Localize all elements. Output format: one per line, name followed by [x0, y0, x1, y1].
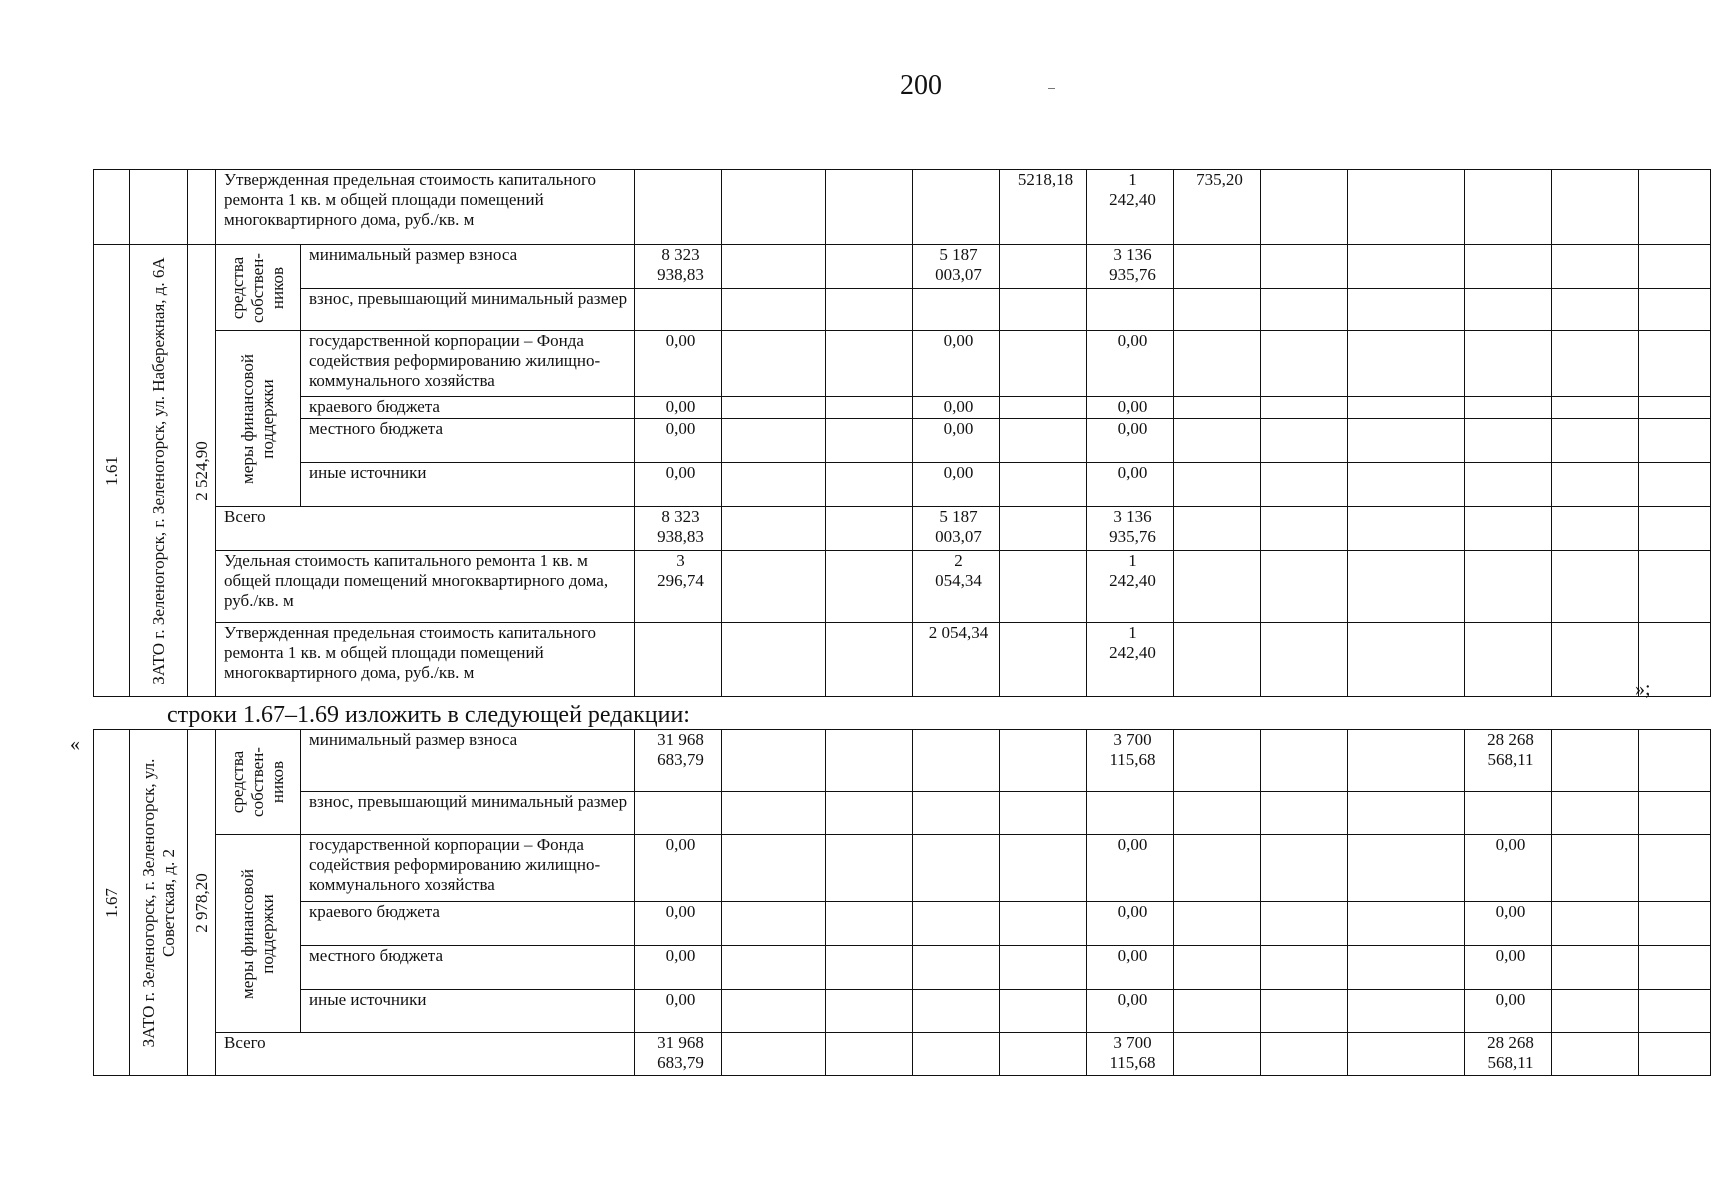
row-label: Всего	[216, 1033, 635, 1076]
value-cell: 0,00	[635, 397, 722, 419]
table-row	[94, 1033, 1711, 1076]
value-cell	[1552, 623, 1639, 697]
group-owners-cell	[216, 730, 301, 835]
value-cell: 0,00	[635, 946, 722, 990]
page-number: 200	[900, 70, 942, 101]
group-owners: средства собствен-ников	[228, 747, 287, 817]
table-row	[94, 902, 1711, 946]
row-label: минимальный размер взноса	[301, 245, 635, 289]
area: 2 978,20	[191, 872, 211, 933]
table-row	[94, 419, 1711, 463]
value-cell	[913, 289, 1000, 331]
value-cell	[635, 623, 722, 697]
table-row	[94, 990, 1711, 1033]
value-cell: 0,00	[1087, 463, 1174, 507]
value-cell	[1000, 331, 1087, 397]
table-row	[94, 397, 1711, 419]
value-cell	[1000, 507, 1087, 551]
value-cell	[826, 902, 913, 946]
value-cell: 0,00	[1465, 946, 1552, 990]
value-cell: 0,00	[1087, 902, 1174, 946]
value-cell	[722, 1033, 826, 1076]
value-cell	[1639, 419, 1711, 463]
value-cell	[1000, 397, 1087, 419]
value-cell	[1000, 835, 1087, 902]
value-cell	[913, 990, 1000, 1033]
value-cell	[1174, 623, 1261, 697]
value-cell	[1348, 623, 1465, 697]
row-number: 1.67	[101, 887, 121, 918]
value-cell: 3 136 935,76	[1087, 507, 1174, 551]
value-cell	[1639, 551, 1711, 623]
table-row	[94, 331, 1711, 397]
value-cell	[722, 730, 826, 792]
row-label: иные источники	[301, 990, 635, 1033]
value-cell	[1000, 623, 1087, 697]
value-cell	[1261, 730, 1348, 792]
row-label: местного бюджета	[301, 946, 635, 990]
row-label: Удельная стоимость капитального ремонта 1 кв. м общей площади помещений многоквартирного дома, руб./кв. м	[216, 551, 635, 623]
value-cell	[1639, 463, 1711, 507]
value-cell	[1348, 397, 1465, 419]
value-cell: 1 242,40	[1087, 170, 1174, 245]
value-cell: 0,00	[635, 463, 722, 507]
value-cell: 0,00	[1087, 397, 1174, 419]
value-cell	[1552, 946, 1639, 990]
empty-cell	[130, 170, 188, 245]
value-cell: 0,00	[635, 419, 722, 463]
value-cell	[1552, 1033, 1639, 1076]
value-cell	[1552, 835, 1639, 902]
value-cell	[1639, 946, 1711, 990]
value-cell	[1261, 463, 1348, 507]
value-cell	[722, 990, 826, 1033]
value-cell	[826, 419, 913, 463]
value-cell	[826, 946, 913, 990]
address: ЗАТО г. Зеленогорск, г. Зеленогорск, ул. Советская, д. 2	[138, 758, 178, 1047]
value-cell	[1552, 289, 1639, 331]
table-row	[94, 730, 1711, 792]
value-cell	[1087, 792, 1174, 835]
table-row	[94, 835, 1711, 902]
value-cell	[1639, 289, 1711, 331]
value-cell	[1465, 331, 1552, 397]
value-cell: 3 700 115,68	[1087, 1033, 1174, 1076]
value-cell: 5 187 003,07	[913, 507, 1000, 551]
value-cell	[722, 623, 826, 697]
value-cell	[1348, 946, 1465, 990]
row-label: минимальный размер взноса	[301, 730, 635, 792]
table-row	[94, 792, 1711, 835]
value-cell	[722, 792, 826, 835]
area-cell	[188, 730, 216, 1076]
table-row	[94, 551, 1711, 623]
row-label: Утвержденная предельная стоимость капитального ремонта 1 кв. м общей площади помещений многоквартирного дома, руб./кв. м	[216, 623, 635, 697]
row-label: государственной корпорации – Фонда содействия реформированию жилищно-коммунального хозяйства	[301, 835, 635, 902]
group-owners-cell	[216, 245, 301, 331]
value-cell	[1261, 331, 1348, 397]
value-cell	[1639, 990, 1711, 1033]
row-number-cell	[94, 245, 130, 697]
empty-cell	[94, 170, 130, 245]
value-cell	[1174, 289, 1261, 331]
value-cell	[1348, 551, 1465, 623]
area: 2 524,90	[191, 440, 211, 501]
table-row	[94, 463, 1711, 507]
group-support-cell	[216, 835, 301, 1033]
value-cell	[1552, 902, 1639, 946]
value-cell	[1261, 419, 1348, 463]
address-cell	[130, 245, 188, 697]
value-cell: 28 268 568,11	[1465, 730, 1552, 792]
value-cell	[1261, 792, 1348, 835]
value-cell	[1639, 792, 1711, 835]
value-cell	[1261, 507, 1348, 551]
value-cell: 3 296,74	[635, 551, 722, 623]
value-cell	[1000, 946, 1087, 990]
value-cell	[1552, 463, 1639, 507]
value-cell	[1465, 463, 1552, 507]
value-cell	[1639, 835, 1711, 902]
value-cell	[1174, 990, 1261, 1033]
value-cell	[826, 397, 913, 419]
value-cell	[913, 1033, 1000, 1076]
value-cell	[722, 331, 826, 397]
row-number-cell	[94, 730, 130, 1076]
row-label: взнос, превышающий минимальный размер	[301, 792, 635, 835]
value-cell: 0,00	[913, 419, 1000, 463]
table-row	[94, 289, 1711, 331]
address-cell	[130, 730, 188, 1076]
value-cell	[1465, 623, 1552, 697]
group-owners: средства собствен-ников	[228, 252, 287, 323]
value-cell	[826, 551, 913, 623]
value-cell	[913, 946, 1000, 990]
value-cell	[1174, 1033, 1261, 1076]
row-number: 1.61	[101, 455, 121, 486]
table-row	[94, 623, 1711, 697]
value-cell	[1552, 551, 1639, 623]
address: ЗАТО г. Зеленогорск, г. Зеленогорск, ул. Набережная, д. 6А	[148, 256, 168, 685]
value-cell: 735,20	[1174, 170, 1261, 245]
value-cell: 0,00	[1465, 990, 1552, 1033]
value-cell	[1348, 463, 1465, 507]
value-cell: 0,00	[1465, 835, 1552, 902]
value-cell	[722, 289, 826, 331]
value-cell	[1261, 1033, 1348, 1076]
table-row	[94, 507, 1711, 551]
value-cell	[1348, 331, 1465, 397]
row-label: Всего	[216, 507, 635, 551]
value-cell	[1261, 902, 1348, 946]
value-cell	[1000, 289, 1087, 331]
value-cell	[1000, 730, 1087, 792]
value-cell: 0,00	[913, 397, 1000, 419]
value-cell: 0,00	[635, 835, 722, 902]
value-cell: 1 242,40	[1087, 551, 1174, 623]
value-cell	[1465, 551, 1552, 623]
value-cell	[913, 902, 1000, 946]
value-cell	[1174, 835, 1261, 902]
value-cell	[722, 507, 826, 551]
value-cell: 0,00	[913, 463, 1000, 507]
value-cell	[1174, 902, 1261, 946]
value-cell: 28 268 568,11	[1465, 1033, 1552, 1076]
value-cell	[1465, 792, 1552, 835]
row-label: местного бюджета	[301, 419, 635, 463]
scan-speck	[1048, 88, 1055, 89]
value-cell: 0,00	[635, 990, 722, 1033]
value-cell	[826, 792, 913, 835]
value-cell: 1 242,40	[1087, 623, 1174, 697]
value-cell	[1174, 331, 1261, 397]
value-cell	[1174, 397, 1261, 419]
value-cell	[826, 835, 913, 902]
value-cell	[635, 792, 722, 835]
value-cell	[826, 730, 913, 792]
value-cell	[1174, 730, 1261, 792]
row-label: государственной корпорации – Фонда содействия реформированию жилищно-коммунального хозяйства	[301, 331, 635, 397]
value-cell	[1261, 551, 1348, 623]
value-cell	[826, 1033, 913, 1076]
value-cell	[1000, 551, 1087, 623]
value-cell	[1261, 245, 1348, 289]
value-cell	[913, 792, 1000, 835]
row-label: краевого бюджета	[301, 397, 635, 419]
value-cell	[1261, 397, 1348, 419]
group-support-cell	[216, 331, 301, 507]
value-cell	[1552, 507, 1639, 551]
value-cell	[913, 730, 1000, 792]
table-row	[94, 170, 1711, 245]
value-cell: 0,00	[1087, 331, 1174, 397]
value-cell	[1261, 946, 1348, 990]
value-cell	[1465, 419, 1552, 463]
value-cell	[1174, 245, 1261, 289]
value-cell: 3 700 115,68	[1087, 730, 1174, 792]
value-cell: 31 968 683,79	[635, 1033, 722, 1076]
value-cell	[1000, 990, 1087, 1033]
table-row-1-67	[93, 729, 1711, 1076]
value-cell	[722, 397, 826, 419]
value-cell: 0,00	[1087, 990, 1174, 1033]
value-cell	[1348, 990, 1465, 1033]
value-cell: 8 323 938,83	[635, 507, 722, 551]
value-cell	[826, 463, 913, 507]
value-cell	[1174, 946, 1261, 990]
group-support: меры финансовой поддержки	[238, 353, 277, 484]
value-cell	[1348, 792, 1465, 835]
value-cell	[635, 289, 722, 331]
value-cell	[1552, 792, 1639, 835]
value-cell	[722, 551, 826, 623]
opening-quote: «	[70, 733, 80, 755]
value-cell: 5218,18	[1000, 170, 1087, 245]
row-label: краевого бюджета	[301, 902, 635, 946]
table-row	[94, 245, 1711, 289]
value-cell	[1000, 1033, 1087, 1076]
empty-cell	[188, 170, 216, 245]
value-cell	[1639, 1033, 1711, 1076]
row-label: Утвержденная предельная стоимость капитального ремонта 1 кв. м общей площади помещений многоквартирного дома, руб./кв. м	[216, 170, 635, 245]
value-cell	[1552, 419, 1639, 463]
value-cell	[1639, 730, 1711, 792]
value-cell	[1261, 990, 1348, 1033]
value-cell	[1000, 463, 1087, 507]
value-cell	[1348, 419, 1465, 463]
value-cell	[1348, 1033, 1465, 1076]
value-cell: 0,00	[635, 331, 722, 397]
value-cell	[1000, 245, 1087, 289]
value-cell	[1261, 289, 1348, 331]
value-cell	[1639, 397, 1711, 419]
transition-text: строки 1.67–1.69 изложить в следующей редакции:	[167, 702, 690, 728]
value-cell	[1639, 245, 1711, 289]
value-cell: 31 968 683,79	[635, 730, 722, 792]
value-cell	[1174, 551, 1261, 623]
value-cell	[1174, 463, 1261, 507]
value-cell	[722, 419, 826, 463]
value-cell	[1639, 507, 1711, 551]
value-cell: 0,00	[913, 331, 1000, 397]
value-cell	[1465, 397, 1552, 419]
value-cell	[826, 245, 913, 289]
value-cell	[722, 946, 826, 990]
value-cell	[1000, 792, 1087, 835]
value-cell	[1639, 902, 1711, 946]
closing-quote: »;	[1635, 678, 1651, 700]
value-cell: 2 054,34	[913, 623, 1000, 697]
value-cell	[1552, 990, 1639, 1033]
value-cell: 0,00	[1087, 419, 1174, 463]
value-cell	[1465, 245, 1552, 289]
value-cell	[1465, 289, 1552, 331]
value-cell: 2 054,34	[913, 551, 1000, 623]
value-cell	[1639, 331, 1711, 397]
value-cell	[1552, 397, 1639, 419]
group-support: меры финансовой поддержки	[238, 868, 277, 999]
value-cell	[1174, 419, 1261, 463]
value-cell	[1552, 245, 1639, 289]
value-cell	[826, 289, 913, 331]
value-cell	[722, 463, 826, 507]
area-cell	[188, 245, 216, 697]
value-cell	[1552, 730, 1639, 792]
value-cell	[1348, 289, 1465, 331]
value-cell	[1552, 331, 1639, 397]
value-cell	[1348, 835, 1465, 902]
value-cell	[1348, 245, 1465, 289]
table-row-1-61	[93, 169, 1711, 697]
value-cell	[1348, 902, 1465, 946]
value-cell	[722, 835, 826, 902]
value-cell	[1348, 507, 1465, 551]
value-cell	[1000, 902, 1087, 946]
value-cell	[826, 990, 913, 1033]
value-cell	[1465, 507, 1552, 551]
value-cell	[722, 902, 826, 946]
table-row	[94, 946, 1711, 990]
value-cell: 0,00	[635, 902, 722, 946]
value-cell	[1000, 419, 1087, 463]
row-label: иные источники	[301, 463, 635, 507]
value-cell	[1261, 623, 1348, 697]
value-cell: 5 187 003,07	[913, 245, 1000, 289]
value-cell	[826, 331, 913, 397]
value-cell	[1174, 507, 1261, 551]
value-cell: 8 323 938,83	[635, 245, 722, 289]
value-cell	[826, 623, 913, 697]
value-cell: 0,00	[1087, 946, 1174, 990]
value-cell	[913, 835, 1000, 902]
value-cell: 3 136 935,76	[1087, 245, 1174, 289]
value-cell: 0,00	[1087, 835, 1174, 902]
value-cell	[1261, 835, 1348, 902]
value-cell	[1174, 792, 1261, 835]
value-cell	[1087, 289, 1174, 331]
value-cell	[722, 245, 826, 289]
value-cell: 0,00	[1465, 902, 1552, 946]
row-label: взнос, превышающий минимальный размер	[301, 289, 635, 331]
value-cell	[1348, 730, 1465, 792]
value-cell	[826, 507, 913, 551]
